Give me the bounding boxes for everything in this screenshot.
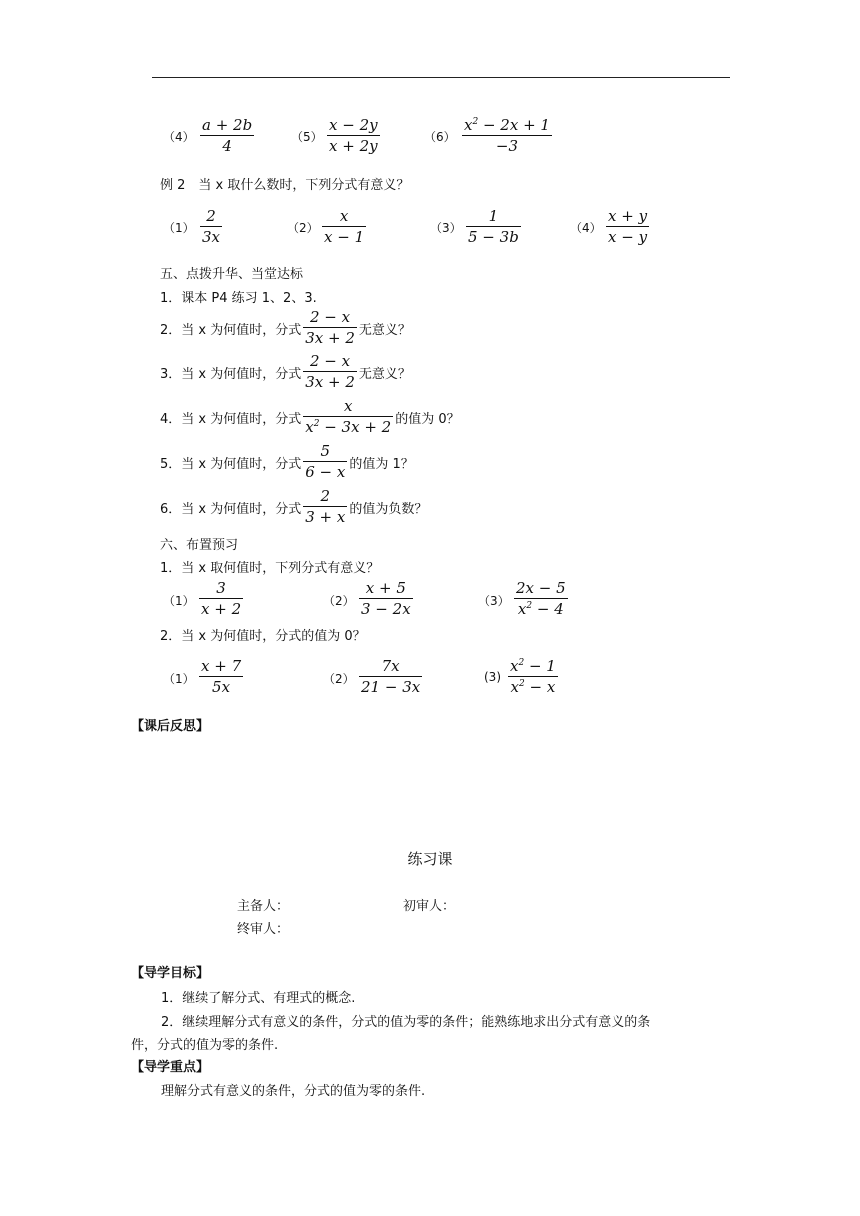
p1-fraction-1-numerator: 3 bbox=[216, 579, 226, 597]
lesson-title: 练习课 bbox=[407, 850, 453, 868]
q5-fraction bbox=[303, 443, 347, 481]
focus-heading: 【导学重点】 bbox=[131, 1060, 210, 1075]
ex2-fraction-2-denominator: x − 1 bbox=[324, 228, 365, 246]
q4-fraction bbox=[303, 398, 393, 436]
first-review-label: 初审人： bbox=[403, 899, 456, 914]
goal-1: 1．继续了解分式、有理式的概念. bbox=[161, 991, 356, 1006]
item-6-label: （6） bbox=[424, 130, 456, 144]
p1-item-1-label: （1） bbox=[163, 594, 195, 608]
p1-item-3-label: （3） bbox=[478, 594, 510, 608]
ex2-fraction-4 bbox=[606, 208, 649, 246]
section-5-q6 bbox=[160, 488, 427, 526]
item-5-label: （5） bbox=[291, 130, 323, 144]
ex2-item-3-label: （3） bbox=[430, 221, 462, 235]
preparer-label: 主备人： bbox=[237, 899, 290, 914]
section-5-q1: 1．课本 P4 练习 1、2、3. bbox=[160, 291, 317, 306]
p2-item-2-label: （2） bbox=[323, 672, 355, 686]
q2-prefix: 2．当 x 为何值时，分式 bbox=[160, 322, 302, 338]
p1-fraction-2-numerator: x + 5 bbox=[365, 579, 406, 597]
q3-prefix: 3．当 x 为何值时，分式 bbox=[160, 366, 302, 382]
q2-suffix: 无意义？ bbox=[358, 322, 411, 338]
p1-item-2-label: （2） bbox=[323, 594, 355, 608]
q5-numerator: 5 bbox=[320, 442, 331, 460]
q5-suffix: 的值为 1？ bbox=[349, 456, 414, 472]
ex2-fraction-3 bbox=[466, 208, 521, 246]
goals-heading: 【导学目标】 bbox=[131, 966, 210, 981]
q3-numerator: 2 − x bbox=[310, 352, 351, 370]
p1-fraction-3 bbox=[514, 580, 568, 618]
q6-numerator: 2 bbox=[320, 487, 331, 505]
ex2-fraction-1 bbox=[200, 208, 222, 246]
ex2-fraction-1-denominator: 3x bbox=[202, 228, 221, 246]
fraction-6-numerator: $x^2 - 2x + 1$ bbox=[464, 116, 550, 134]
p1-fraction-3-denominator: $x^2 - 4$ bbox=[517, 600, 564, 618]
section-5-q3 bbox=[160, 353, 411, 391]
ex2-fraction-2 bbox=[322, 208, 366, 246]
q6-prefix: 6．当 x 为何值时，分式 bbox=[160, 501, 302, 517]
section-5-q2 bbox=[160, 309, 411, 347]
q3-denominator: 3x + 2 bbox=[305, 373, 355, 391]
fraction-4-numerator: a + 2b bbox=[202, 116, 253, 134]
p2-fraction-1-numerator: x + 7 bbox=[201, 657, 242, 675]
ex2-item-2-label: （2） bbox=[287, 221, 319, 235]
ex2-item-4-label: （4） bbox=[570, 221, 602, 235]
section-6-heading: 六、布置预习 bbox=[160, 538, 239, 553]
goal-2-line-2: 件，分式的值为零的条件. bbox=[131, 1038, 279, 1053]
section-5-q4 bbox=[160, 398, 460, 436]
q4-denominator: $x^2 - 3x + 2$ bbox=[305, 418, 392, 436]
p2-fraction-1 bbox=[199, 658, 243, 696]
header-rule bbox=[152, 77, 730, 78]
q4-suffix: 的值为 0？ bbox=[395, 411, 460, 427]
ex2-fraction-4-denominator: x − y bbox=[608, 228, 648, 246]
section-5-q5 bbox=[160, 443, 414, 481]
example-2-text: 例 2 当 x 取什么数时，下列分式有意义？ bbox=[160, 178, 410, 193]
ex2-item-1-label: （1） bbox=[163, 221, 195, 235]
p2-fraction-2-denominator: 21 − 3x bbox=[361, 678, 421, 696]
section-6-p2: 2．当 x 为何值时，分式的值为 0？ bbox=[160, 629, 366, 644]
p2-fraction-1-denominator: 5x bbox=[212, 678, 231, 696]
p1-fraction-1 bbox=[199, 580, 243, 618]
fraction-5 bbox=[327, 117, 380, 155]
ex2-fraction-2-numerator: x bbox=[339, 207, 349, 225]
fraction-4-denominator: 4 bbox=[222, 137, 232, 155]
section-6-p1: 1．当 x 取何值时，下列分式有意义？ bbox=[160, 561, 380, 576]
fraction-4 bbox=[200, 117, 254, 155]
focus-text: 理解分式有意义的条件，分式的值为零的条件. bbox=[161, 1084, 426, 1099]
q3-suffix: 无意义？ bbox=[358, 366, 411, 382]
p2-fraction-2-numerator: 7x bbox=[381, 657, 400, 675]
p2-fraction-3-denominator: $x^2 - x$ bbox=[510, 678, 556, 696]
final-review-label: 终审人： bbox=[237, 922, 290, 937]
q6-denominator: 3 + x bbox=[305, 508, 346, 526]
p2-item-3-label: (3) bbox=[484, 670, 501, 684]
ex2-fraction-3-denominator: 5 − 3b bbox=[468, 228, 519, 246]
ex2-fraction-3-numerator: 1 bbox=[488, 207, 499, 225]
p1-fraction-3-numerator: 2x − 5 bbox=[516, 579, 566, 597]
p1-fraction-1-denominator: x + 2 bbox=[201, 600, 242, 618]
q2-fraction bbox=[303, 309, 357, 347]
fraction-5-denominator: x + 2y bbox=[329, 137, 378, 155]
q2-numerator: 2 − x bbox=[310, 308, 351, 326]
item-4-label: （4） bbox=[163, 130, 195, 144]
p2-fraction-2 bbox=[359, 658, 422, 696]
p2-fraction-3 bbox=[508, 658, 558, 696]
fraction-6 bbox=[462, 117, 552, 155]
section-5-heading: 五、点拨升华、当堂达标 bbox=[160, 267, 304, 282]
q3-fraction bbox=[303, 353, 357, 391]
fraction-5-numerator: x − 2y bbox=[329, 116, 378, 134]
ex2-fraction-4-numerator: x + y bbox=[608, 207, 648, 225]
q2-denominator: 3x + 2 bbox=[305, 329, 355, 347]
q4-numerator: x bbox=[343, 397, 353, 415]
q6-fraction bbox=[303, 488, 347, 526]
q4-prefix: 4．当 x 为何值时，分式 bbox=[160, 411, 302, 427]
q5-denominator: 6 − x bbox=[305, 463, 346, 481]
reflection-heading: 【课后反思】 bbox=[131, 719, 210, 734]
p2-item-1-label: （1） bbox=[163, 672, 195, 686]
p1-fraction-2 bbox=[359, 580, 413, 618]
q6-suffix: 的值为负数？ bbox=[349, 501, 428, 517]
fraction-6-denominator: −3 bbox=[495, 137, 519, 155]
goal-2-line-1: 2．继续理解分式有意义的条件，分式的值为零的条件；能熟练地求出分式有意义的条 bbox=[161, 1015, 651, 1030]
p2-fraction-3-numerator: $x^2 - 1$ bbox=[510, 657, 556, 675]
q5-prefix: 5．当 x 为何值时，分式 bbox=[160, 456, 302, 472]
p1-fraction-2-denominator: 3 − 2x bbox=[361, 600, 411, 618]
ex2-fraction-1-numerator: 2 bbox=[206, 207, 216, 225]
